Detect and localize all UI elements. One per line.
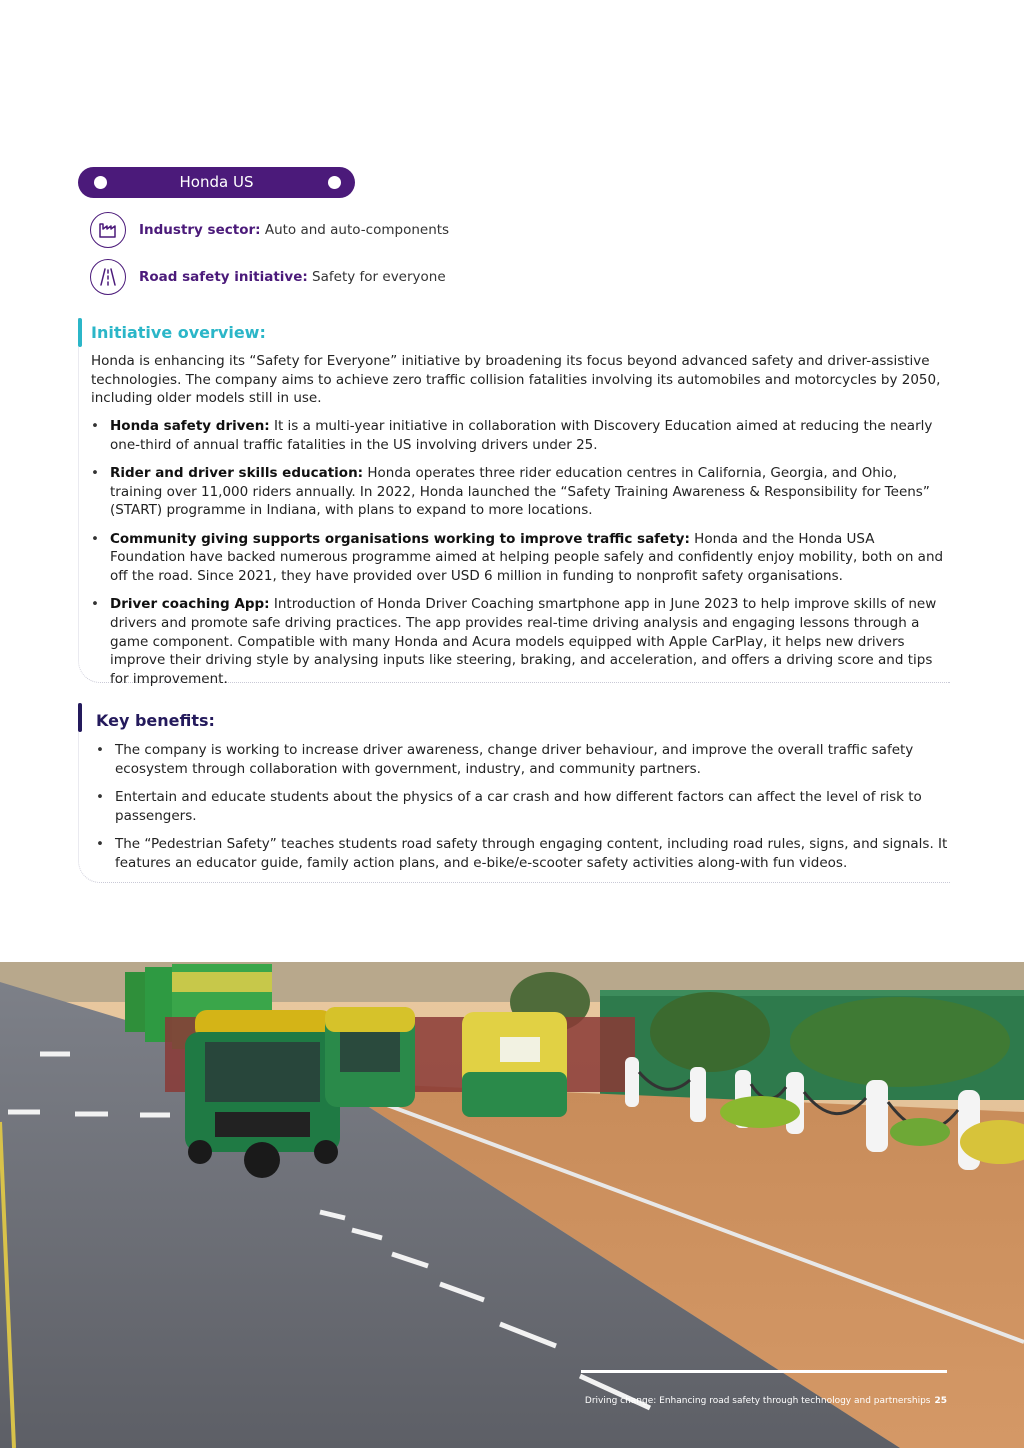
footer-text: Driving change: Enhancing road safety through technology and partnerships [584, 1396, 931, 1406]
item-title: Driver coaching App: [110, 596, 270, 613]
page-footer [585, 1396, 947, 1406]
overview-intro: Honda is enhancing its “Safety for Everyone” initiative by broadening its focus beyond advanced safety and driver-assistive technologies. The company aims to achieve zero traffic collision fatalities involving its automobiles and motorcycles by 2050, including older models still in use. [91, 353, 941, 407]
industry-sector-text [139, 222, 449, 238]
page-number: 25 [934, 1396, 947, 1406]
overview-list [110, 417, 950, 698]
auto-rickshaw [185, 1010, 340, 1178]
initiative-value: Safety for everyone [307, 269, 446, 285]
list-item [110, 530, 950, 586]
overview-heading: Initiative overview: [91, 323, 266, 342]
company-pill [78, 167, 355, 198]
key-benefits-section [78, 703, 950, 883]
industry-sector-row [90, 212, 449, 248]
list-item [110, 464, 950, 520]
item-title: Honda safety driven: [110, 418, 270, 434]
list-item [110, 595, 950, 689]
pill-dot-right [328, 176, 341, 189]
factory-icon [90, 212, 126, 248]
road-photo [0, 962, 1024, 1448]
item-text: Honda and the Honda USA Foundation have backed numerous programme aimed at helping people safely and confidently enjoy mobility, both on and off the road. Since 2021, they have provided over USD 6 million in funding to nonprofit safety organisations. [110, 530, 944, 584]
initiative-row [90, 259, 446, 295]
overview-accent-bar [78, 318, 82, 347]
industry-sector-value: Auto and auto-components [260, 222, 450, 238]
initiative-text [139, 269, 446, 285]
benefits-accent-bar [78, 703, 82, 732]
list-item: • The company is working to increase driver awareness, change driver behaviour, and improve the overall traffic safety ecosystem through collaboration with government, industry, and community partners. [115, 741, 951, 778]
item-text: It is a multi-year initiative in collaboration with Discovery Education aimed at reducing the nearly one-third of annual traffic fatalities in the US involving drivers under 25. [110, 418, 933, 453]
list-item: • The “Pedestrian Safety” teaches students road safety through engaging content, including road rules, signs, and signals. It features an educator guide, family action plans, and e-bike/e-scooter safety activities along-with fun videos. [115, 835, 951, 872]
list-item: • Entertain and educate students about the physics of a car crash and how different factors can affect the level of risk to passengers. [115, 788, 951, 825]
list-item [110, 417, 950, 454]
company-name: Honda US [179, 173, 254, 191]
item-text: Introduction of Honda Driver Coaching smartphone app in June 2023 to help improve skills of new drivers and promote safe driving practices. The app provides real-time driving analysis and engaging lessons through a game component. Compatible with many Honda and Acura models equipped with Apple CarPlay, it helps new drivers improve their driving style by analysing inputs like steering, braking, and acceleration, and offers a driving score and tips for improvement. [110, 596, 937, 687]
benefits-heading: Key benefits: [96, 711, 215, 730]
initiative-label: Road safety initiative: [139, 269, 308, 285]
item-text: Honda operates three rider education centres in California, Georgia, and Ohio, training over 11,000 riders annually. In 2022, Honda launched the “Safety Training Awareness & Responsibility for Teens” (START) programme in Indiana, with plans to expand to more locations. [110, 464, 930, 519]
road-scene-illustration [0, 962, 1024, 1448]
item-title: Community giving supports organisations working to improve traffic safety: [110, 530, 690, 547]
industry-sector-label: Industry sector: [139, 222, 261, 238]
initiative-overview-section [78, 318, 950, 687]
pill-dot-left [94, 176, 107, 189]
benefits-list [115, 741, 951, 882]
item-title: Rider and driver skills education: [110, 464, 364, 481]
road-icon [90, 259, 126, 295]
footer-rule [581, 1370, 947, 1373]
